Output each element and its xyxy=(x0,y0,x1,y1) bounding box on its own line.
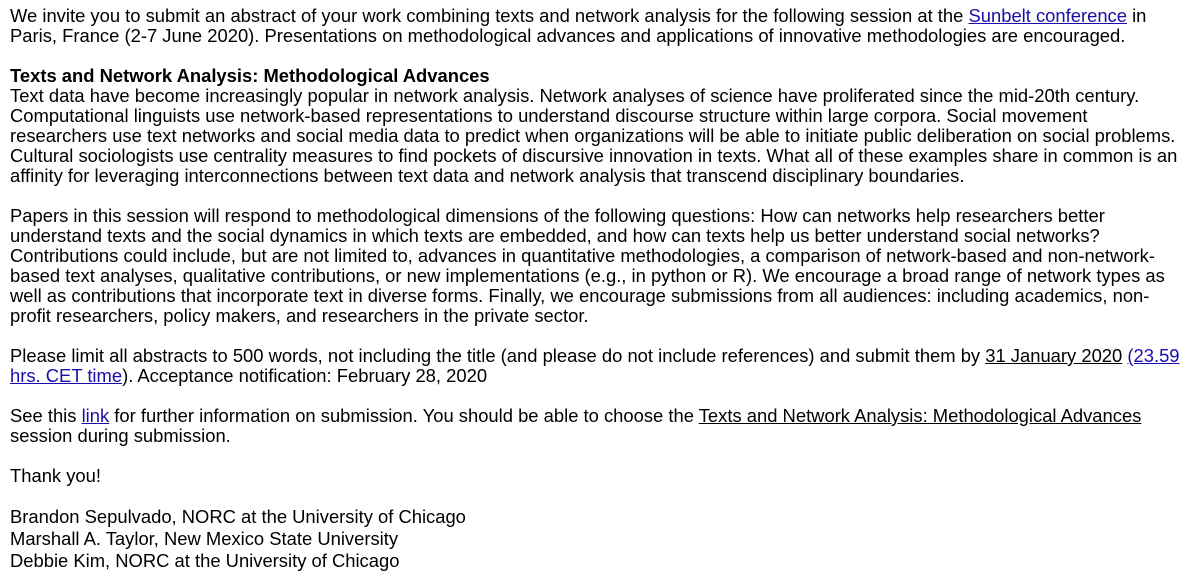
session-name-reference: Texts and Network Analysis: Methodological Advances xyxy=(698,405,1142,426)
intro-paragraph xyxy=(10,6,1180,46)
closing-text: Thank you! xyxy=(10,465,101,486)
cet-time-link[interactable]: (23.59 hrs. CET time xyxy=(10,345,1180,386)
intro-text-before: We invite you to submit an abstract of your work combining texts and network analysis for the following session at the xyxy=(10,5,969,26)
sunbelt-conference-link[interactable]: Sunbelt conference xyxy=(968,5,1127,26)
deadline-date: 31 January 2020 xyxy=(985,345,1123,366)
session-block xyxy=(10,66,1180,186)
deadline-text-before: Please limit all abstracts to 500 words, not including the title (and please do not include references) and submit them by xyxy=(10,345,986,366)
signature-line: Marshall A. Taylor, New Mexico State University xyxy=(10,528,399,549)
signature-line: Brandon Sepulvado, NORC at the University of Chicago xyxy=(10,506,466,527)
info-paragraph xyxy=(10,406,1180,446)
signature-block xyxy=(10,506,1180,572)
session-paragraph-1: Text data have become increasingly popular in network analysis. Network analyses of science have proliferated since the mid-20th century. Computational linguists use network-based representations to understand discourse structure within large corpora. Social movement researchers use text networks and social media data to predict when organizations will be able to initiate public deliberation on social problems. Cultural sociologists use centrality measures to find pockets of discursive innovation in texts. What all of these examples share in common is an affinity for leveraging interconnections between text data and network analysis that transcend disciplinary boundaries. xyxy=(10,85,1178,186)
intro-text-after: in Paris, France (2-7 June 2020). Presentations on methodological advances and applications of innovative methodologies are encouraged. xyxy=(10,5,1147,46)
signature-line: Debbie Kim, NORC at the University of Chicago xyxy=(10,550,400,571)
session-paragraph-2: Papers in this session will respond to methodological dimensions of the following questions: How can networks help researchers better understand texts and the social dynamics in which texts are embedded, and how can texts help us better understand social networks? Contributions could include, but are not limited to, advances in quantitative methodologies, a comparison of network-based and non-network-based text analyses, qualitative contributions, or new implementations (e.g., in python or R). We encourage a broad range of network types as well as contributions that incorporate text in diverse forms. Finally, we encourage submissions from all audiences: including academics, non-profit researchers, policy makers, and researchers in the private sector. xyxy=(10,205,1165,326)
deadline-paragraph xyxy=(10,346,1180,386)
info-text-before: See this xyxy=(10,405,82,426)
session-title: Texts and Network Analysis: Methodological Advances xyxy=(10,65,490,86)
submission-info-link[interactable]: link xyxy=(81,405,110,426)
info-text-after: session during submission. xyxy=(10,425,231,446)
deadline-text-after: ). Acceptance notification: February 28, 2020 xyxy=(122,365,488,386)
info-text-middle: for further information on submission. You should be able to choose the xyxy=(109,405,699,426)
